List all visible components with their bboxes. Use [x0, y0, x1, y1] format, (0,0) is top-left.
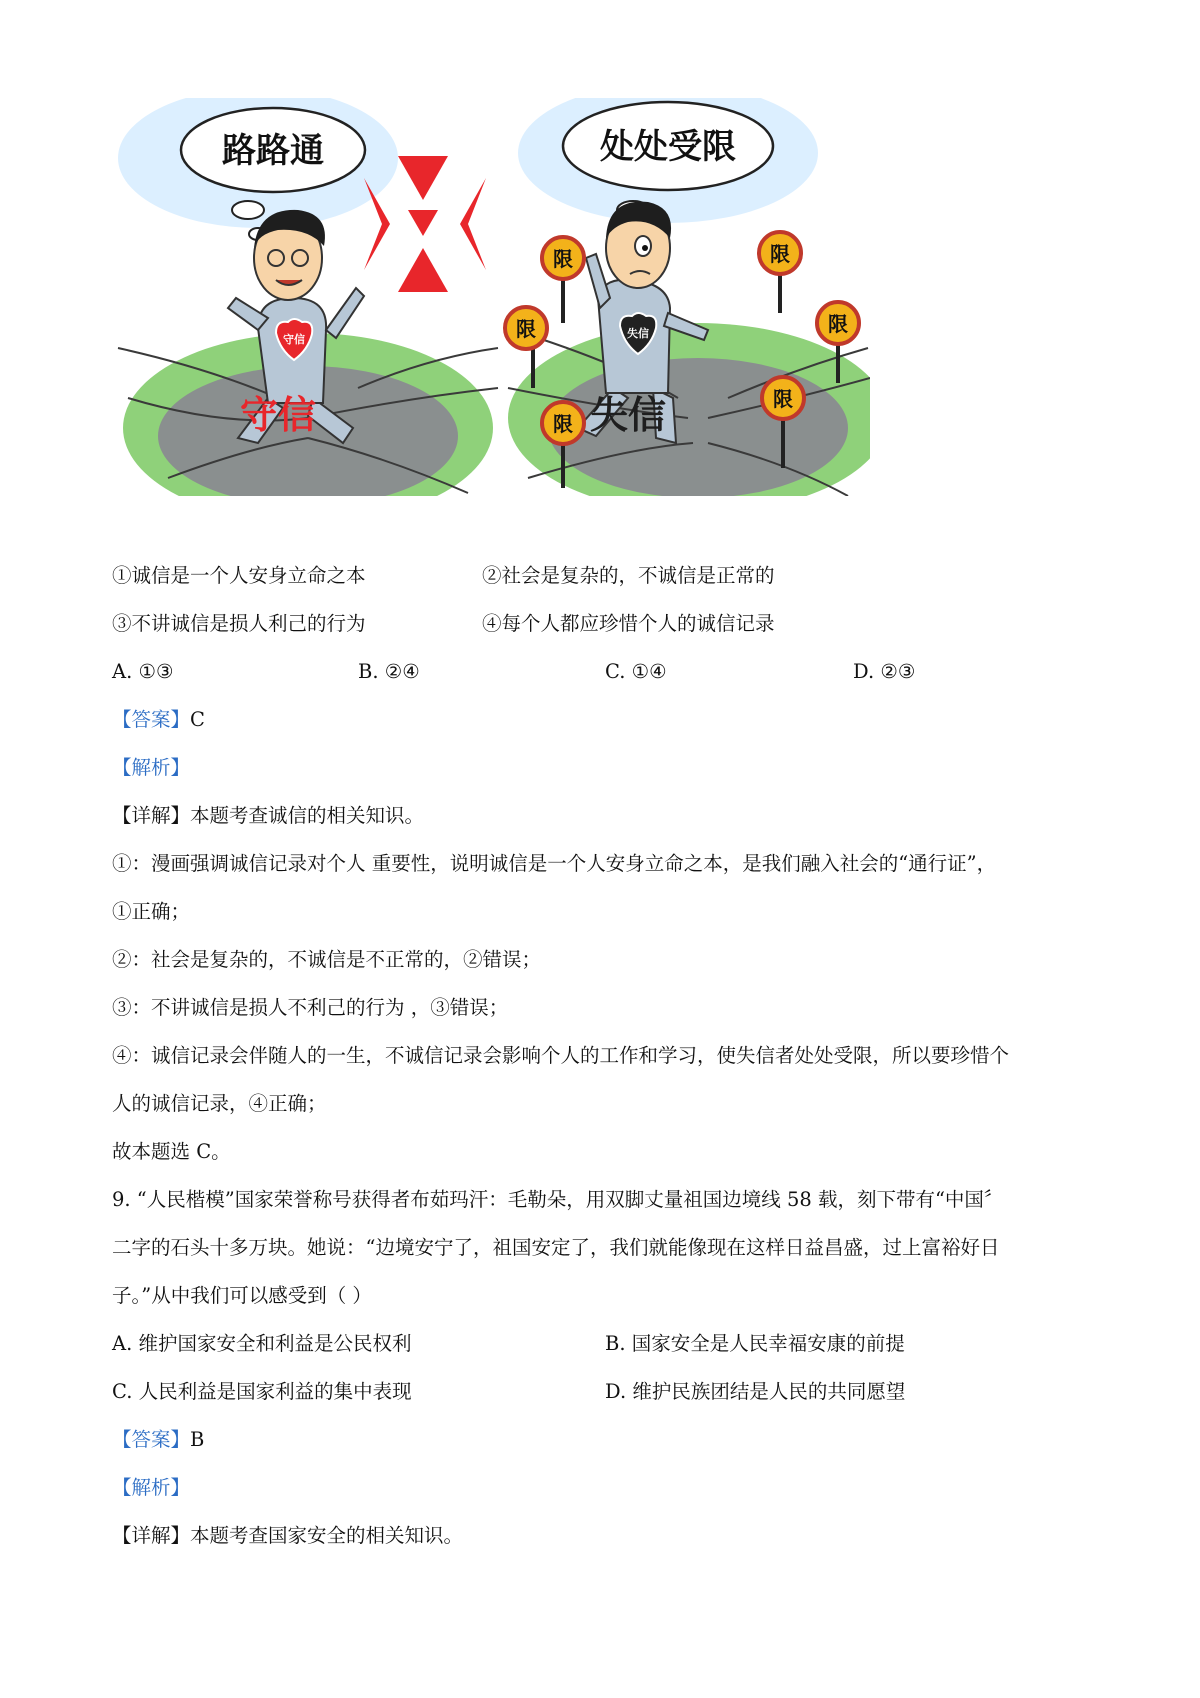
q8-answer: [112, 706, 205, 734]
svg-text:限: 限: [770, 242, 790, 266]
q8-explain-line: 人的诚信记录，④正确；: [112, 1092, 327, 1115]
svg-text:限: 限: [828, 312, 848, 336]
honest-ground-label: 守信: [239, 393, 317, 437]
comic-illustration: [108, 98, 870, 496]
svg-text:处处受限: 处处受限: [600, 127, 736, 167]
svg-text:守信: 守信: [283, 333, 305, 346]
q9-detail: 【详解】本题考查国家安全的相关知识。: [112, 1524, 464, 1547]
svg-text:路路通: 路路通: [222, 131, 324, 171]
answer-tag: 【答案】: [112, 708, 191, 731]
svg-text:限: 限: [553, 247, 573, 271]
q8-statement-2: ②社会是复杂的，不诚信是正常的: [482, 564, 775, 587]
q8-explain-line: ①正确；: [112, 900, 191, 923]
q8-option-c: C. ①④: [605, 660, 667, 683]
q8-statement-1: ①诚信是一个人安身立命之本: [112, 564, 366, 587]
svg-text:限: 限: [516, 317, 536, 341]
q9-option-b: B. 国家安全是人民幸福安康的前提: [605, 1332, 905, 1355]
svg-text:限: 限: [773, 387, 793, 411]
q8-explain-line: ④：诚信记录会伴随人的一生，不诚信记录会影响个人的工作和学习，使失信者处处受限，所以要珍惜个: [112, 1044, 1010, 1067]
q9-option-a: A. 维护国家安全和利益是公民权利: [112, 1332, 412, 1355]
q8-option-d: D. ②③: [853, 660, 916, 683]
q8-explain-line: ②：社会是复杂的，不诚信是不正常的，②错误；: [112, 948, 542, 971]
q9-analysis-tag: 【解析】: [112, 1476, 191, 1499]
q8-option-a: A. ①③: [112, 660, 174, 683]
answer-value: B: [190, 1428, 205, 1451]
q9-stem-line: 9. “人民楷模”国家荣誉称号获得者布茹玛汗：毛勒朵，用双脚丈量祖国边境线 58 载，刻下带有“中国〞: [112, 1188, 1004, 1211]
q9-stem-line: 二字的石头十多万块。她说：“边境安宁了，祖国安定了，我们就能像现在这样日益昌盛，过上富裕好日: [112, 1236, 1000, 1259]
dishonest-ground-label: 失信: [589, 393, 667, 437]
q9-option-d: D. 维护民族团结是人民的共同愿望: [605, 1380, 906, 1403]
svg-text:失信: 失信: [627, 327, 649, 340]
q8-statement-3: ③不讲诚信是损人利己的行为: [112, 612, 366, 635]
svg-text:限: 限: [553, 412, 573, 436]
answer-value: C: [190, 708, 205, 731]
q8-statement-4: ④每个人都应珍惜个人的诚信记录: [482, 612, 775, 635]
answer-tag: 【答案】: [112, 1428, 191, 1451]
q9-answer: [112, 1426, 204, 1454]
q8-conclusion: 故本题选 C。: [112, 1140, 231, 1163]
q9-option-c: C. 人民利益是国家利益的集中表现: [112, 1380, 412, 1403]
q8-detail: 【详解】本题考查诚信的相关知识。: [112, 804, 425, 827]
q8-explain-line: ①：漫画强调诚信记录对个人 重要性，说明诚信是一个人安身立命之本，是我们融入社会的“通行证”，: [112, 852, 997, 875]
q8-explain-line: ③：不讲诚信是损人不利己的行为 ，③错误；: [112, 996, 509, 1019]
q8-option-b: B. ②④: [358, 660, 420, 683]
q9-stem-line: 子。”从中我们可以感受到（ ）: [112, 1284, 372, 1307]
q8-analysis-tag: 【解析】: [112, 756, 191, 779]
